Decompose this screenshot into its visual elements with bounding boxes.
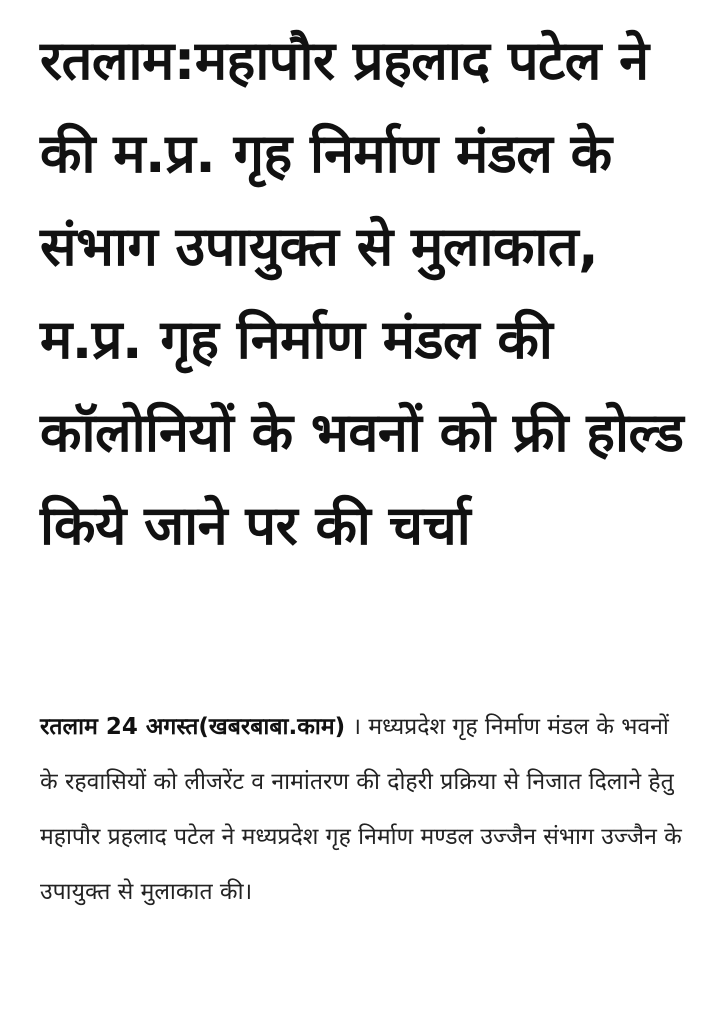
- article-dateline: रतलाम 24 अगस्त(खबरबाबा.काम): [40, 714, 346, 740]
- news-article: [40, 0, 690, 905]
- article-body-text: । मध्यप्रदेश गृह निर्माण मंडल के भवनों के रहवासियों को लीजरेंट व नामांतरण की दोहरी प्रक्रिया से निजात दिलाने हेतु महापौर प्रहलाद पटेल ने मध्यप्रदेश गृह निर्माण मण्डल उज्जैन संभाग उज्जैन के उपायुक्त से मुलाकात की।: [40, 714, 682, 905]
- article-headline: रतलाम:महापौर प्रहलाद पटेल ने की म.प्र. गृह निर्माण मंडल के संभाग उपायुक्त से मुलाकात, म.प्र. गृह निर्माण मंडल की कॉलोनियों के भवनों को फ्री होल्ड किये जाने पर की चर्चा: [40, 29, 684, 557]
- article-body: [40, 700, 690, 920]
